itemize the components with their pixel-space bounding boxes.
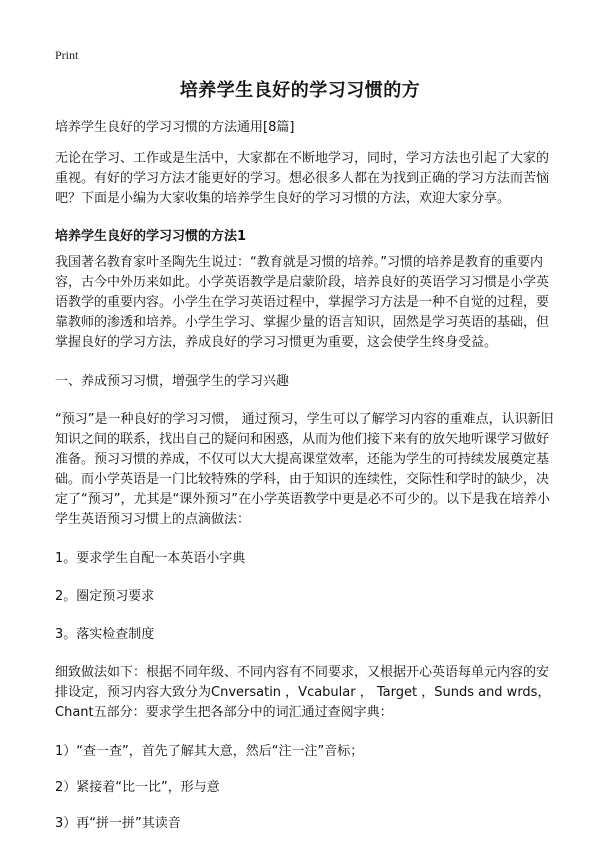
list-item: 3）再“拼一拼”其读音 bbox=[55, 816, 181, 831]
section1-paragraph: 我国著名教育家叶圣陶先生说过：“教育就是习惯的培养。”习惯的培养是教育的重要内容，古今中外历来如此。小学英语教学是启蒙阶段，培养良好的英语学习习惯是小学英语教学的重要内容。小学生在学习英语过程中，掌握学习方法是一种不自觉的过程，要靠教师的渗透和培养。小学生学习、掌握少量的语言知识，固然是学习英语的基础，但掌握良好的学习方法，养成良好的学习习惯更为重要，这会使学生终身受益。 bbox=[55, 255, 550, 350]
list-item: 3。落实检查制度 bbox=[55, 627, 155, 642]
document-subtitle: 培养学生良好的学习习惯的方法通用[8篇] bbox=[55, 120, 295, 135]
list-item: 1。要求学生自配一本英语小字典 bbox=[55, 551, 246, 566]
list-item: 1）“查一查”，首先了解其大意，然后“注一注”音标； bbox=[55, 744, 364, 759]
preview-paragraph: “预习”是一种良好的学习习惯， 通过预习，学生可以了解学习内容的重难点，认识新旧知识之间的联系，找出自己的疑问和困惑，从而为他们接下来有的放矢地听课学习做好准备。预习习惯的养成，不仅可以大大提高课堂效率，还能为学生的可持续发展奠定基础。而小学英语是一门比较特殊的学科，由于知识的连续性，交际性和学时的缺少，决定了“预习”，尤其是“课外预习”在小学英语教学中更是必不可少的。以下是我在培养小学生英语预习习惯上的点滴做法： bbox=[55, 412, 554, 527]
intro-paragraph: 无论在学习、工作或是生活中，大家都在不断地学习，同时，学习方法也引起了大家的重视。有好的学习方法才能更好的学习。想必很多人都在为找到正确的学习方法而苦恼吧？下面是小编为大家收集的培养学生良好的学习习惯的方法，欢迎大家分享。 bbox=[55, 151, 550, 206]
list-item: 2。圈定预习要求 bbox=[55, 589, 155, 604]
document-body bbox=[55, 118, 555, 850]
section-heading: 培养学生良好的学习习惯的方法1 bbox=[55, 229, 247, 244]
print-link[interactable]: Print bbox=[55, 48, 79, 62]
page-title: 培养学生良好的学习习惯的方 bbox=[179, 80, 421, 101]
subsection-heading: 一、养成预习习惯，增强学生的学习兴趣 bbox=[55, 374, 290, 389]
detail-paragraph: 细致做法如下：根据不同年级、不同内容有不同要求，又根据开心英语每单元内容的安排设定，预习内容大致分为Cnversatin ，Vcabular ， Target ，Sunds and wrds，Chant五部分：要求学生把各部分中的词汇通过查阅字典： bbox=[55, 665, 551, 720]
list-item: 2）紧接着“比一比”，形与意 bbox=[55, 780, 220, 795]
